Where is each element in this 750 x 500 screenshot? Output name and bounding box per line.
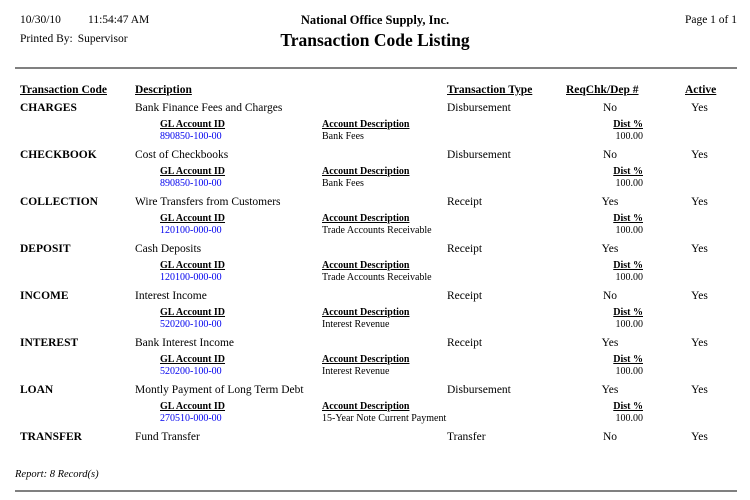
transaction-row bbox=[0, 243, 750, 290]
reqchk-dep-value: No bbox=[602, 431, 618, 443]
company-name: National Office Supply, Inc. bbox=[300, 13, 450, 27]
dist-percent-header: Dist % bbox=[613, 260, 643, 271]
column-header-row bbox=[0, 84, 750, 101]
transaction-code-value: CHECKBOOK bbox=[20, 149, 97, 161]
account-description-value: Interest Revenue bbox=[322, 366, 390, 377]
dist-percent-value: 100.00 bbox=[615, 225, 643, 236]
account-description-header: Account Description bbox=[322, 354, 410, 365]
dist-percent-header: Dist % bbox=[613, 119, 643, 130]
dist-percent-value: 100.00 bbox=[615, 131, 643, 142]
reqchk-dep-value: No bbox=[602, 290, 618, 302]
gl-account-id-header: GL Account ID bbox=[160, 307, 226, 318]
column-header-reqchk-dep: ReqChk/Dep # bbox=[566, 84, 639, 96]
column-header-transaction-code: Transaction Code bbox=[20, 84, 107, 96]
transaction-type-value: Disbursement bbox=[447, 102, 511, 114]
transaction-description: Wire Transfers from Customers bbox=[135, 196, 281, 208]
gl-account-id-link[interactable]: 270510-000-00 bbox=[160, 413, 222, 424]
report-date: 10/30/10 bbox=[20, 14, 61, 26]
printed-by-value: Supervisor bbox=[77, 33, 128, 45]
transaction-row bbox=[0, 290, 750, 337]
active-value: Yes bbox=[691, 290, 708, 302]
dist-percent-header: Dist % bbox=[613, 166, 643, 177]
transaction-type-value: Disbursement bbox=[447, 384, 511, 396]
dist-percent-value: 100.00 bbox=[615, 413, 643, 424]
dist-percent-value: 100.00 bbox=[615, 366, 643, 377]
active-value: Yes bbox=[691, 102, 708, 114]
dist-percent-value: 100.00 bbox=[615, 178, 643, 189]
account-description-value: Trade Accounts Receivable bbox=[322, 225, 432, 236]
dist-percent-value: 100.00 bbox=[615, 272, 643, 283]
active-value: Yes bbox=[691, 243, 708, 255]
account-description-header: Account Description bbox=[322, 401, 410, 412]
dist-percent-header: Dist % bbox=[613, 401, 643, 412]
transaction-description: Bank Interest Income bbox=[135, 337, 234, 349]
reqchk-dep-value: Yes bbox=[601, 243, 619, 255]
transaction-row bbox=[0, 337, 750, 384]
transaction-type-value: Receipt bbox=[447, 243, 483, 255]
gl-account-id-link[interactable]: 890850-100-00 bbox=[160, 178, 222, 189]
reqchk-dep-value: Yes bbox=[601, 196, 619, 208]
column-header-description: Description bbox=[135, 84, 192, 96]
gl-account-id-header: GL Account ID bbox=[160, 119, 226, 130]
printed-by-label: Printed By: bbox=[20, 33, 73, 45]
gl-account-id-link[interactable]: 120100-000-00 bbox=[160, 272, 222, 283]
active-value: Yes bbox=[691, 196, 708, 208]
transaction-description: Bank Finance Fees and Charges bbox=[135, 102, 283, 114]
dist-percent-header: Dist % bbox=[613, 307, 643, 318]
footer-rule bbox=[15, 490, 737, 492]
column-header-transaction-type: Transaction Type bbox=[447, 84, 533, 96]
active-value: Yes bbox=[691, 149, 708, 161]
gl-account-id-link[interactable]: 520200-100-00 bbox=[160, 319, 222, 330]
gl-account-id-header: GL Account ID bbox=[160, 354, 226, 365]
transaction-code-value: LOAN bbox=[20, 384, 54, 396]
gl-account-id-header: GL Account ID bbox=[160, 401, 226, 412]
reqchk-dep-value: Yes bbox=[601, 337, 619, 349]
transaction-type-value: Transfer bbox=[447, 431, 486, 443]
transaction-code-value: DEPOSIT bbox=[20, 243, 71, 255]
account-description-header: Account Description bbox=[322, 260, 410, 271]
account-description-value: 15-Year Note Current Payment bbox=[322, 413, 447, 424]
report-title: Transaction Code Listing bbox=[280, 30, 470, 50]
transaction-description: Fund Transfer bbox=[135, 431, 200, 443]
transaction-code-value: TRANSFER bbox=[20, 431, 82, 443]
transaction-row bbox=[0, 431, 750, 478]
page-indicator: Page 1 of 1 bbox=[684, 14, 737, 26]
transaction-description: Interest Income bbox=[135, 290, 207, 302]
account-description-header: Account Description bbox=[322, 307, 410, 318]
account-description-value: Bank Fees bbox=[322, 178, 364, 189]
transaction-code-value: INCOME bbox=[20, 290, 69, 302]
transaction-description: Cost of Checkbooks bbox=[135, 149, 229, 161]
transaction-code-value: COLLECTION bbox=[20, 196, 98, 208]
dist-percent-header: Dist % bbox=[613, 213, 643, 224]
rows-container bbox=[0, 102, 750, 478]
transaction-row bbox=[0, 102, 750, 149]
transaction-code-value: INTEREST bbox=[20, 337, 79, 349]
transaction-row bbox=[0, 149, 750, 196]
active-value: Yes bbox=[691, 384, 708, 396]
transaction-type-value: Receipt bbox=[447, 196, 483, 208]
gl-account-id-header: GL Account ID bbox=[160, 260, 226, 271]
transaction-type-value: Disbursement bbox=[447, 149, 511, 161]
header-rule bbox=[15, 67, 737, 69]
account-description-header: Account Description bbox=[322, 213, 410, 224]
account-description-value: Trade Accounts Receivable bbox=[322, 272, 432, 283]
gl-account-id-link[interactable]: 120100-000-00 bbox=[160, 225, 222, 236]
transaction-row bbox=[0, 384, 750, 431]
reqchk-dep-value: Yes bbox=[601, 384, 619, 396]
account-description-value: Interest Revenue bbox=[322, 319, 390, 330]
transaction-description: Cash Deposits bbox=[135, 243, 202, 255]
reqchk-dep-value: No bbox=[602, 102, 618, 114]
column-header-active: Active bbox=[685, 84, 717, 96]
record-count-summary: Report: 8 Record(s) bbox=[15, 469, 99, 480]
account-description-header: Account Description bbox=[322, 119, 410, 130]
transaction-code-value: CHARGES bbox=[20, 102, 77, 114]
active-value: Yes bbox=[691, 337, 708, 349]
gl-account-id-header: GL Account ID bbox=[160, 213, 226, 224]
account-description-value: Bank Fees bbox=[322, 131, 364, 142]
gl-account-id-header: GL Account ID bbox=[160, 166, 226, 177]
reqchk-dep-value: No bbox=[602, 149, 618, 161]
gl-account-id-link[interactable]: 520200-100-00 bbox=[160, 366, 222, 377]
report-time: 11:54:47 AM bbox=[88, 14, 150, 26]
gl-account-id-link[interactable]: 890850-100-00 bbox=[160, 131, 222, 142]
transaction-type-value: Receipt bbox=[447, 290, 483, 302]
transaction-description: Montly Payment of Long Term Debt bbox=[135, 384, 304, 396]
dist-percent-header: Dist % bbox=[613, 354, 643, 365]
dist-percent-value: 100.00 bbox=[615, 319, 643, 330]
transaction-row bbox=[0, 196, 750, 243]
active-value: Yes bbox=[691, 431, 708, 443]
account-description-header: Account Description bbox=[322, 166, 410, 177]
transaction-type-value: Receipt bbox=[447, 337, 483, 349]
